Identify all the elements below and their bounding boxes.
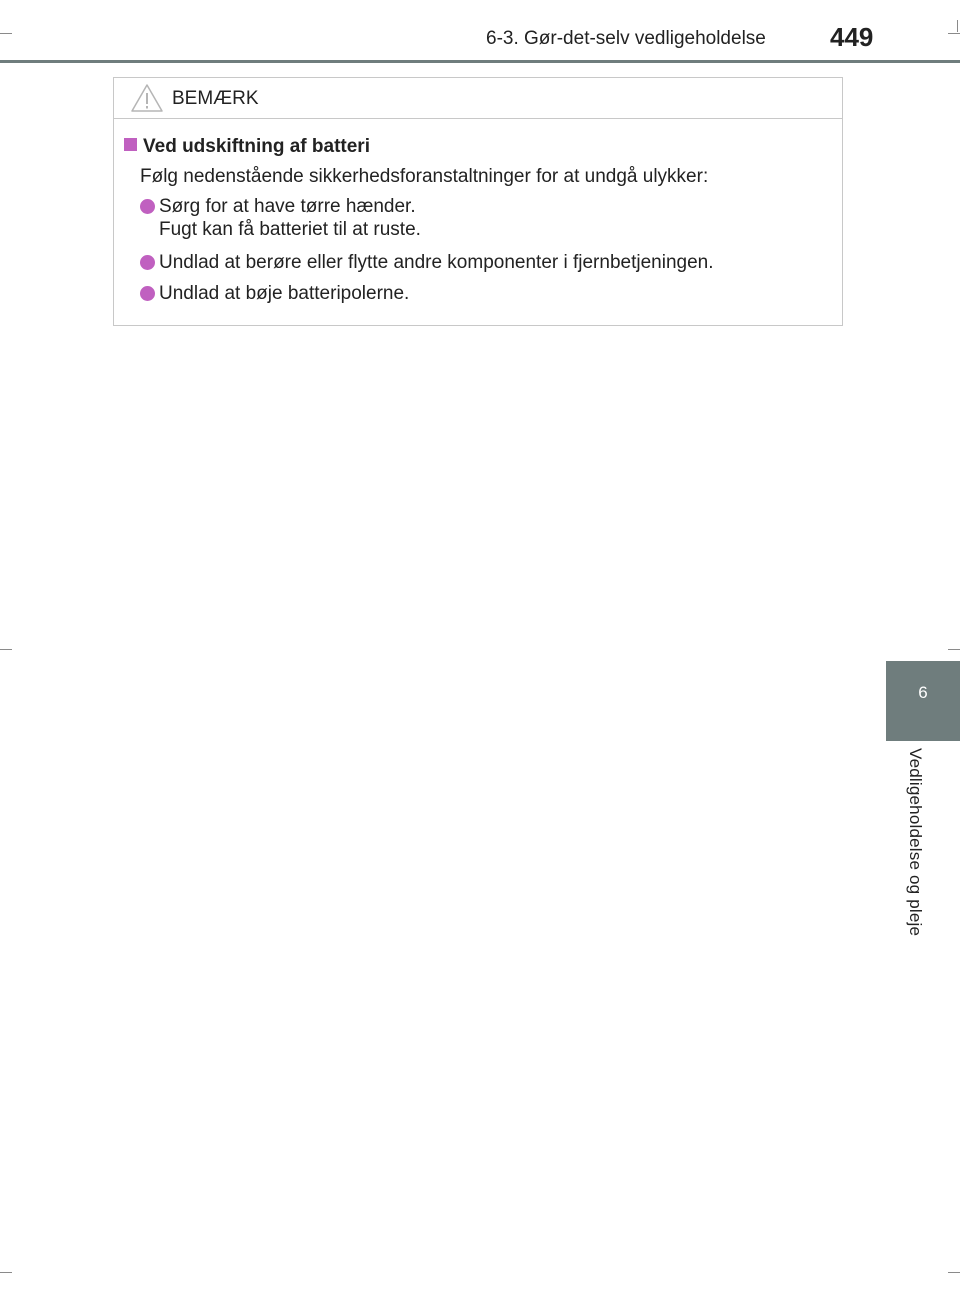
- section-title: 6-3. Gør-det-selv vedligeholdelse: [486, 28, 766, 49]
- list-item-text: Sørg for at have tørre hænder.: [159, 196, 416, 217]
- section-heading: [124, 136, 370, 158]
- bullet-dot-icon: [140, 286, 155, 301]
- page-number: 449: [830, 22, 874, 52]
- list-item-text: Undlad at berøre eller flytte andre komponenter i fjernbetjeningen.: [159, 252, 714, 273]
- warning-triangle-icon: [130, 83, 164, 113]
- list-item: [140, 251, 714, 274]
- header-rule: [0, 60, 960, 63]
- crop-mark: [0, 649, 12, 650]
- notice-title: BEMÆRK: [172, 88, 259, 109]
- crop-mark: [948, 1272, 960, 1273]
- chapter-title: Vedligeholdelse og pleje: [906, 748, 925, 937]
- crop-mark: [0, 33, 12, 34]
- intro-text: Følg nedenstående sikkerhedsforanstaltninger for at undgå ulykker:: [140, 166, 709, 187]
- square-bullet-icon: [124, 138, 137, 151]
- list-item: [140, 195, 421, 241]
- chapter-tab: [886, 661, 960, 741]
- list-item: [140, 282, 409, 305]
- list-item-subtext: Fugt kan få batteriet til at ruste.: [159, 219, 421, 240]
- notice-header: [114, 78, 842, 119]
- list-item-text: Undlad at bøje batteripolerne.: [159, 283, 410, 304]
- notice-box: [113, 77, 843, 326]
- section-heading-text: Ved udskiftning af batteri: [143, 136, 370, 157]
- bullet-dot-icon: [140, 255, 155, 270]
- bullet-dot-icon: [140, 199, 155, 214]
- crop-mark: [948, 649, 960, 650]
- crop-mark: [957, 20, 958, 32]
- chapter-number: 6: [918, 683, 928, 702]
- crop-mark: [948, 33, 960, 34]
- crop-mark: [0, 1272, 12, 1273]
